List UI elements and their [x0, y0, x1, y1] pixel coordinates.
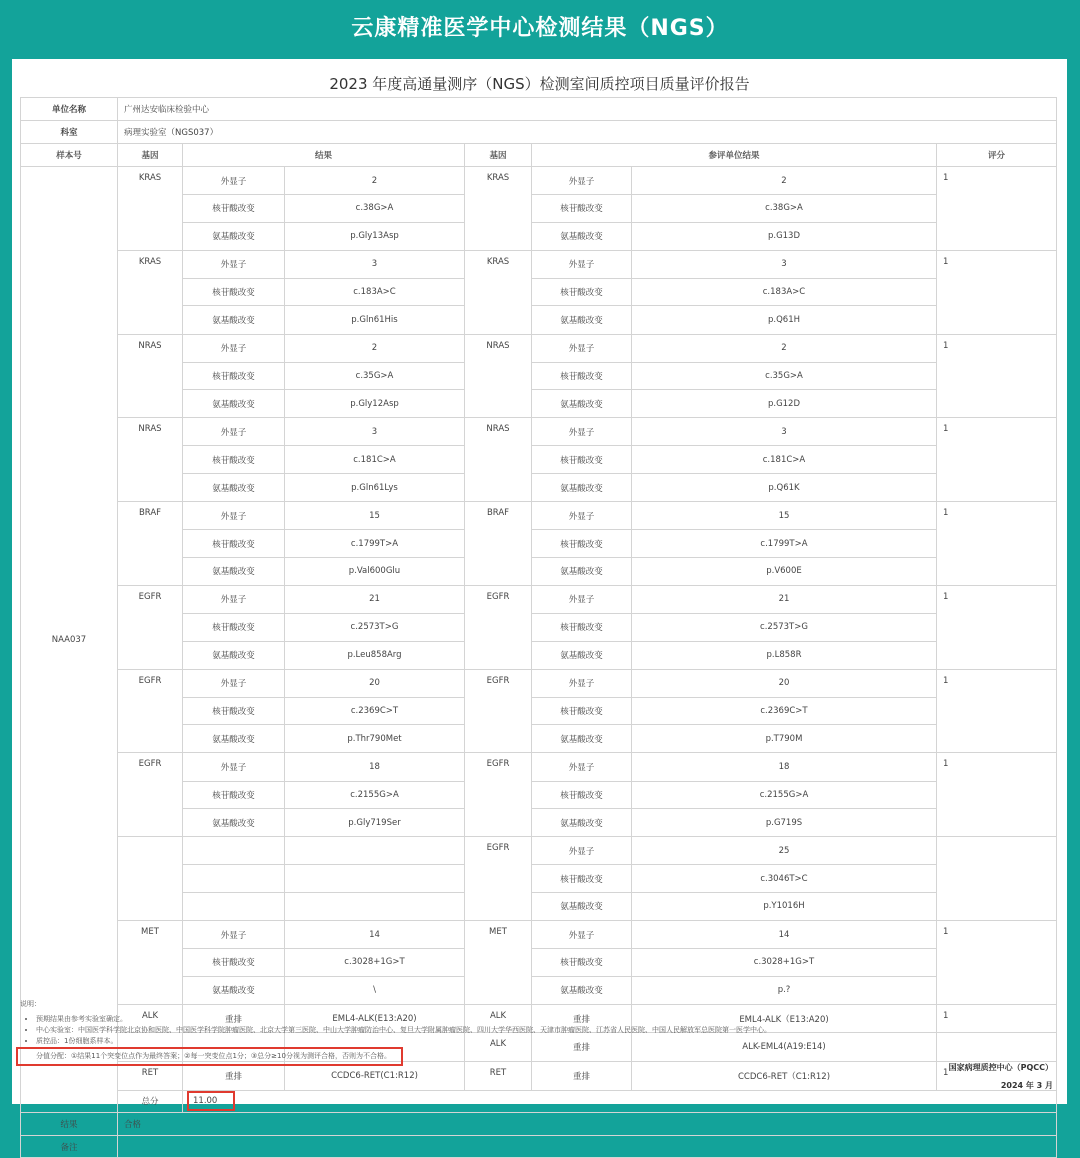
ref-gene-cell [465, 222, 532, 250]
ref-gene-cell: KRAS [465, 167, 532, 195]
result-value: c.3028+1G>T [285, 949, 465, 977]
result-type [183, 865, 285, 893]
ref-gene-cell [465, 781, 532, 809]
note-item: • 预期结果由参考实验室确定。 [36, 1014, 1056, 1025]
gene-cell: MET [118, 921, 183, 949]
table-row [21, 446, 1057, 474]
ref-value: p.G12D [632, 390, 937, 418]
result-value: c.2369C>T [285, 697, 465, 725]
result-type: 氨基酸改变 [183, 641, 285, 669]
score-rule-highlight: 分值分配：①结果11个突变位点作为最终答案；②每一突变位点1分；③总分≥10分视为测评合格，否则为不合格。 [16, 1047, 403, 1066]
score-cell: 1 [937, 753, 1057, 781]
result-value: 3 [285, 418, 465, 446]
table-row [21, 669, 1057, 697]
result-type: 氨基酸改变 [183, 809, 285, 837]
result-type: 核苷酸改变 [183, 362, 285, 390]
result-type: 氨基酸改变 [183, 306, 285, 334]
notes-title: 说明： [20, 1000, 41, 1008]
result-type: 氨基酸改变 [183, 725, 285, 753]
gene-cell [118, 278, 183, 306]
ref-value: p.L858R [632, 641, 937, 669]
gene-cell [118, 837, 183, 865]
result-type [183, 837, 285, 865]
result-type: 氨基酸改变 [183, 557, 285, 585]
unit-label: 单位名称 [21, 98, 118, 121]
score-cell: 1 [937, 418, 1057, 446]
result-type: 核苷酸改变 [183, 614, 285, 642]
ref-value: c.2155G>A [632, 781, 937, 809]
table-row [21, 502, 1057, 530]
ref-value: 3 [632, 250, 937, 278]
gene-cell: EGFR [118, 669, 183, 697]
ref-type: 外显子 [532, 167, 632, 195]
result-value: c.183A>C [285, 278, 465, 306]
result-type: 核苷酸改变 [183, 949, 285, 977]
result-value [285, 837, 465, 865]
ref-value: p.? [632, 976, 937, 1004]
score-cell [937, 892, 1057, 920]
result-type: 外显子 [183, 753, 285, 781]
ref-type: 核苷酸改变 [532, 278, 632, 306]
ref-value: EML4-ALK（E13:A20) [632, 1004, 937, 1033]
ref-gene-cell [465, 278, 532, 306]
result-type: 外显子 [183, 418, 285, 446]
ref-type: 氨基酸改变 [532, 306, 632, 334]
ref-type: 核苷酸改变 [532, 865, 632, 893]
ref-value: p.G13D [632, 222, 937, 250]
ref-value: c.1799T>A [632, 530, 937, 558]
result-value: p.Thr790Met [285, 725, 465, 753]
score-cell: 1 [937, 334, 1057, 362]
ref-value: c.181C>A [632, 446, 937, 474]
ref-type: 外显子 [532, 753, 632, 781]
result-label: 结果 [21, 1113, 118, 1136]
ref-value: p.Q61H [632, 306, 937, 334]
gene-cell [118, 641, 183, 669]
ref-gene-cell: RET [465, 1062, 532, 1091]
result-value: c.2573T>G [285, 614, 465, 642]
note-item: • 中心实验室：中国医学科学院北京协和医院、中国医学科学院肿瘤医院、北京大学第三医院、中山大学肿瘤防治中心、复旦大学附属肿瘤医院、四川大学华西医院、天津市肿瘤医院、江苏省人民医院、中国人民解放军总医院第一医学中心。 [36, 1025, 1056, 1036]
result-value: 14 [285, 921, 465, 949]
ref-value: 20 [632, 669, 937, 697]
ref-gene-cell [465, 614, 532, 642]
result-value: CCDC6-RET(C1:R12) [285, 1062, 465, 1091]
ref-value: c.38G>A [632, 195, 937, 223]
ref-gene-cell [465, 362, 532, 390]
unit-value: 广州达安临床检验中心 [118, 98, 1057, 121]
score-cell: 1 [937, 250, 1057, 278]
ref-type: 重排 [532, 1062, 632, 1091]
table-row [21, 195, 1057, 223]
dept-value: 病理实验室（NGS037） [118, 121, 1057, 144]
score-cell [937, 530, 1057, 558]
result-type: 外显子 [183, 334, 285, 362]
ref-type: 氨基酸改变 [532, 725, 632, 753]
ref-gene-cell [465, 641, 532, 669]
score-cell [937, 306, 1057, 334]
note-item: • 质控品：1份细胞系样本。 [36, 1036, 1056, 1047]
table-row [21, 222, 1057, 250]
gene-cell [118, 697, 183, 725]
ref-type: 外显子 [532, 418, 632, 446]
ref-gene-cell [465, 557, 532, 585]
result-value: c.2155G>A [285, 781, 465, 809]
ref-gene-cell [465, 195, 532, 223]
gene-cell: EGFR [118, 753, 183, 781]
table-row [21, 362, 1057, 390]
ref-type: 重排 [532, 1004, 632, 1033]
score-cell [937, 446, 1057, 474]
total-value: 11.00 [187, 1091, 235, 1111]
ref-value: 15 [632, 502, 937, 530]
score-cell: 1 [937, 921, 1057, 949]
gene-cell [118, 614, 183, 642]
result-value: p.Gly13Asp [285, 222, 465, 250]
header-gene-ref: 基因 [465, 144, 532, 167]
gene-cell: NRAS [118, 418, 183, 446]
gene-cell [118, 195, 183, 223]
report-title: 2023 年度高通量测序（NGS）检测室间质控项目质量评价报告 [329, 75, 750, 93]
gene-cell [118, 781, 183, 809]
gene-cell: NRAS [118, 334, 183, 362]
table-row [21, 809, 1057, 837]
result-type: 核苷酸改变 [183, 195, 285, 223]
score-cell [937, 781, 1057, 809]
ref-type: 外显子 [532, 669, 632, 697]
summary-row [21, 1113, 1057, 1136]
ref-gene-cell [465, 892, 532, 920]
gene-cell [118, 362, 183, 390]
gene-cell: EGFR [118, 585, 183, 613]
ref-value: 2 [632, 334, 937, 362]
ref-type: 核苷酸改变 [532, 530, 632, 558]
table-row [21, 585, 1057, 613]
notes-section [20, 999, 1056, 1066]
score-cell [937, 474, 1057, 502]
table-row [21, 334, 1057, 362]
gene-cell: BRAF [118, 502, 183, 530]
table-row [21, 278, 1057, 306]
gene-cell: KRAS [118, 250, 183, 278]
table-row [21, 865, 1057, 893]
ref-type: 核苷酸改变 [532, 362, 632, 390]
score-cell: 1 [937, 1062, 1057, 1091]
table-row [21, 530, 1057, 558]
gene-cell [118, 530, 183, 558]
ref-gene-cell: NRAS [465, 334, 532, 362]
summary-row [21, 1135, 1057, 1158]
ref-value: c.3046T>C [632, 865, 937, 893]
ref-value: c.183A>C [632, 278, 937, 306]
ref-type: 重排 [532, 1033, 632, 1062]
remark-value [118, 1135, 1057, 1158]
gene-cell [118, 306, 183, 334]
score-cell [937, 278, 1057, 306]
ref-type: 氨基酸改变 [532, 641, 632, 669]
result-value: EML4-ALK(E13:A20) [285, 1004, 465, 1033]
ref-gene-cell: NRAS [465, 418, 532, 446]
ref-value: c.35G>A [632, 362, 937, 390]
ref-gene-cell: MET [465, 921, 532, 949]
ref-value: ALK-EML4(A19:E14) [632, 1033, 937, 1062]
result-type: 核苷酸改变 [183, 278, 285, 306]
banner-title: 云康精准医学中心检测结果（NGS） [351, 16, 729, 41]
result-type: 核苷酸改变 [183, 446, 285, 474]
dept-label: 科室 [21, 121, 118, 144]
table-row [21, 390, 1057, 418]
table-row [21, 250, 1057, 278]
result-type: 外显子 [183, 585, 285, 613]
ref-type: 氨基酸改变 [532, 976, 632, 1004]
score-cell [937, 362, 1057, 390]
result-type: 氨基酸改变 [183, 390, 285, 418]
ref-gene-cell [465, 446, 532, 474]
result-value: c.181C>A [285, 446, 465, 474]
table-row [21, 753, 1057, 781]
ref-type: 外显子 [532, 921, 632, 949]
ref-gene-cell: EGFR [465, 753, 532, 781]
gene-cell [118, 809, 183, 837]
result-value: 2 [285, 167, 465, 195]
ref-value: p.V600E [632, 557, 937, 585]
score-cell: 1 [937, 502, 1057, 530]
ref-type: 外显子 [532, 250, 632, 278]
result-value: 3 [285, 250, 465, 278]
score-cell: 1 [937, 585, 1057, 613]
score-cell: 1 [937, 1004, 1057, 1033]
score-cell: 1 [937, 669, 1057, 697]
result-value: c.38G>A [285, 195, 465, 223]
total-value-cell [183, 1090, 1057, 1113]
ref-type: 外显子 [532, 585, 632, 613]
result-type: 核苷酸改变 [183, 781, 285, 809]
score-cell [937, 195, 1057, 223]
footer-org: 国家病理质控中心（PQCC） [948, 1063, 1053, 1072]
score-cell [937, 809, 1057, 837]
score-cell [937, 557, 1057, 585]
ref-gene-cell: EGFR [465, 837, 532, 865]
ref-gene-cell [465, 949, 532, 977]
ref-type: 核苷酸改变 [532, 781, 632, 809]
ref-value: p.Y1016H [632, 892, 937, 920]
result-type: 氨基酸改变 [183, 222, 285, 250]
result-type: 核苷酸改变 [183, 697, 285, 725]
ref-type: 氨基酸改变 [532, 809, 632, 837]
table-row [21, 725, 1057, 753]
ref-gene-cell [465, 306, 532, 334]
result-type: 外显子 [183, 669, 285, 697]
ref-type: 外显子 [532, 837, 632, 865]
result-value: p.Leu858Arg [285, 641, 465, 669]
result-type: 氨基酸改变 [183, 976, 285, 1004]
table-row [21, 892, 1057, 920]
result-value [285, 892, 465, 920]
ref-value: 14 [632, 921, 937, 949]
score-cell [937, 614, 1057, 642]
gene-cell [118, 725, 183, 753]
result-type: 外显子 [183, 502, 285, 530]
result-type: 氨基酸改变 [183, 474, 285, 502]
result-type: 外显子 [183, 167, 285, 195]
gene-cell: KRAS [118, 167, 183, 195]
result-value: 20 [285, 669, 465, 697]
table-row [21, 557, 1057, 585]
result-type [183, 892, 285, 920]
table-row [21, 781, 1057, 809]
ref-gene-cell: ALK [465, 1033, 532, 1062]
ref-gene-cell: EGFR [465, 669, 532, 697]
score-cell [937, 390, 1057, 418]
header-result: 结果 [183, 144, 465, 167]
result-value: p.Gly719Ser [285, 809, 465, 837]
ref-value: c.3028+1G>T [632, 949, 937, 977]
gene-cell [118, 949, 183, 977]
gene-cell [118, 865, 183, 893]
result-value: 21 [285, 585, 465, 613]
ref-gene-cell [465, 865, 532, 893]
score-cell: 1 [937, 167, 1057, 195]
result-type: 外显子 [183, 250, 285, 278]
ref-value: 2 [632, 167, 937, 195]
result-type: 重排 [183, 1004, 285, 1033]
ref-value: 21 [632, 585, 937, 613]
result-value [285, 865, 465, 893]
ref-type: 氨基酸改变 [532, 390, 632, 418]
ref-value: p.G719S [632, 809, 937, 837]
report-paper [12, 59, 1067, 1153]
ref-value: CCDC6-RET（C1:R12) [632, 1062, 937, 1091]
result-value: 18 [285, 753, 465, 781]
ref-value: c.2369C>T [632, 697, 937, 725]
ref-type: 核苷酸改变 [532, 949, 632, 977]
result-value: p.Gln61Lys [285, 474, 465, 502]
ref-type: 氨基酸改变 [532, 222, 632, 250]
table-row [21, 837, 1057, 865]
table-row [21, 474, 1057, 502]
gene-cell [118, 390, 183, 418]
result-value: p.Gly12Asp [285, 390, 465, 418]
result-type: 核苷酸改变 [183, 530, 285, 558]
table-row [21, 641, 1057, 669]
gene-cell: ALK [118, 1004, 183, 1033]
ref-type: 氨基酸改变 [532, 557, 632, 585]
ref-gene-cell [465, 474, 532, 502]
gene-cell [118, 892, 183, 920]
score-cell [937, 697, 1057, 725]
ref-gene-cell [465, 809, 532, 837]
result-value: 2 [285, 334, 465, 362]
ref-gene-cell: ALK [465, 1004, 532, 1033]
ref-type: 核苷酸改变 [532, 195, 632, 223]
result-value: 合格 [118, 1113, 1057, 1136]
ref-gene-cell [465, 390, 532, 418]
ref-value: 25 [632, 837, 937, 865]
ref-type: 外显子 [532, 502, 632, 530]
score-cell [937, 725, 1057, 753]
ref-type: 核苷酸改变 [532, 614, 632, 642]
ref-type: 氨基酸改变 [532, 892, 632, 920]
ref-type: 外显子 [532, 334, 632, 362]
sample-id: NAA037 [21, 167, 118, 1113]
score-cell [937, 865, 1057, 893]
result-value: p.Gln61His [285, 306, 465, 334]
ref-gene-cell [465, 530, 532, 558]
ref-gene-cell: KRAS [465, 250, 532, 278]
result-value: c.1799T>A [285, 530, 465, 558]
table-row [21, 167, 1057, 195]
table-row [21, 614, 1057, 642]
result-type: 重排 [183, 1062, 285, 1091]
ref-value: 3 [632, 418, 937, 446]
score-cell [937, 837, 1057, 865]
summary-row [21, 1090, 1057, 1113]
ref-gene-cell: EGFR [465, 585, 532, 613]
gene-cell: RET [118, 1062, 183, 1091]
ref-type: 核苷酸改变 [532, 446, 632, 474]
header-ref-result: 参评单位结果 [532, 144, 937, 167]
header-gene: 基因 [118, 144, 183, 167]
remark-label: 备注 [21, 1135, 118, 1158]
table-row [21, 418, 1057, 446]
gene-cell [118, 557, 183, 585]
gene-cell [118, 474, 183, 502]
score-cell [937, 949, 1057, 977]
table-row [21, 697, 1057, 725]
ref-gene-cell [465, 725, 532, 753]
result-type: 外显子 [183, 921, 285, 949]
gene-cell [118, 222, 183, 250]
ref-type: 氨基酸改变 [532, 474, 632, 502]
ref-type: 核苷酸改变 [532, 697, 632, 725]
table-row [21, 949, 1057, 977]
ref-value: p.Q61K [632, 474, 937, 502]
footer-date: 2024 年 3 月 [1000, 1081, 1053, 1090]
ref-value: p.T790M [632, 725, 937, 753]
result-value: \ [285, 976, 465, 1004]
score-cell [937, 222, 1057, 250]
header-sample: 样本号 [21, 144, 118, 167]
ref-value: 18 [632, 753, 937, 781]
result-value: c.35G>A [285, 362, 465, 390]
result-value: p.Val600Glu [285, 557, 465, 585]
result-value: 15 [285, 502, 465, 530]
table-row [21, 921, 1057, 949]
ref-gene-cell: BRAF [465, 502, 532, 530]
ref-gene-cell [465, 697, 532, 725]
total-label: 总分 [118, 1090, 183, 1113]
header-score: 评分 [937, 144, 1057, 167]
ref-value: c.2573T>G [632, 614, 937, 642]
score-cell [937, 641, 1057, 669]
gene-cell [118, 446, 183, 474]
table-row [21, 306, 1057, 334]
